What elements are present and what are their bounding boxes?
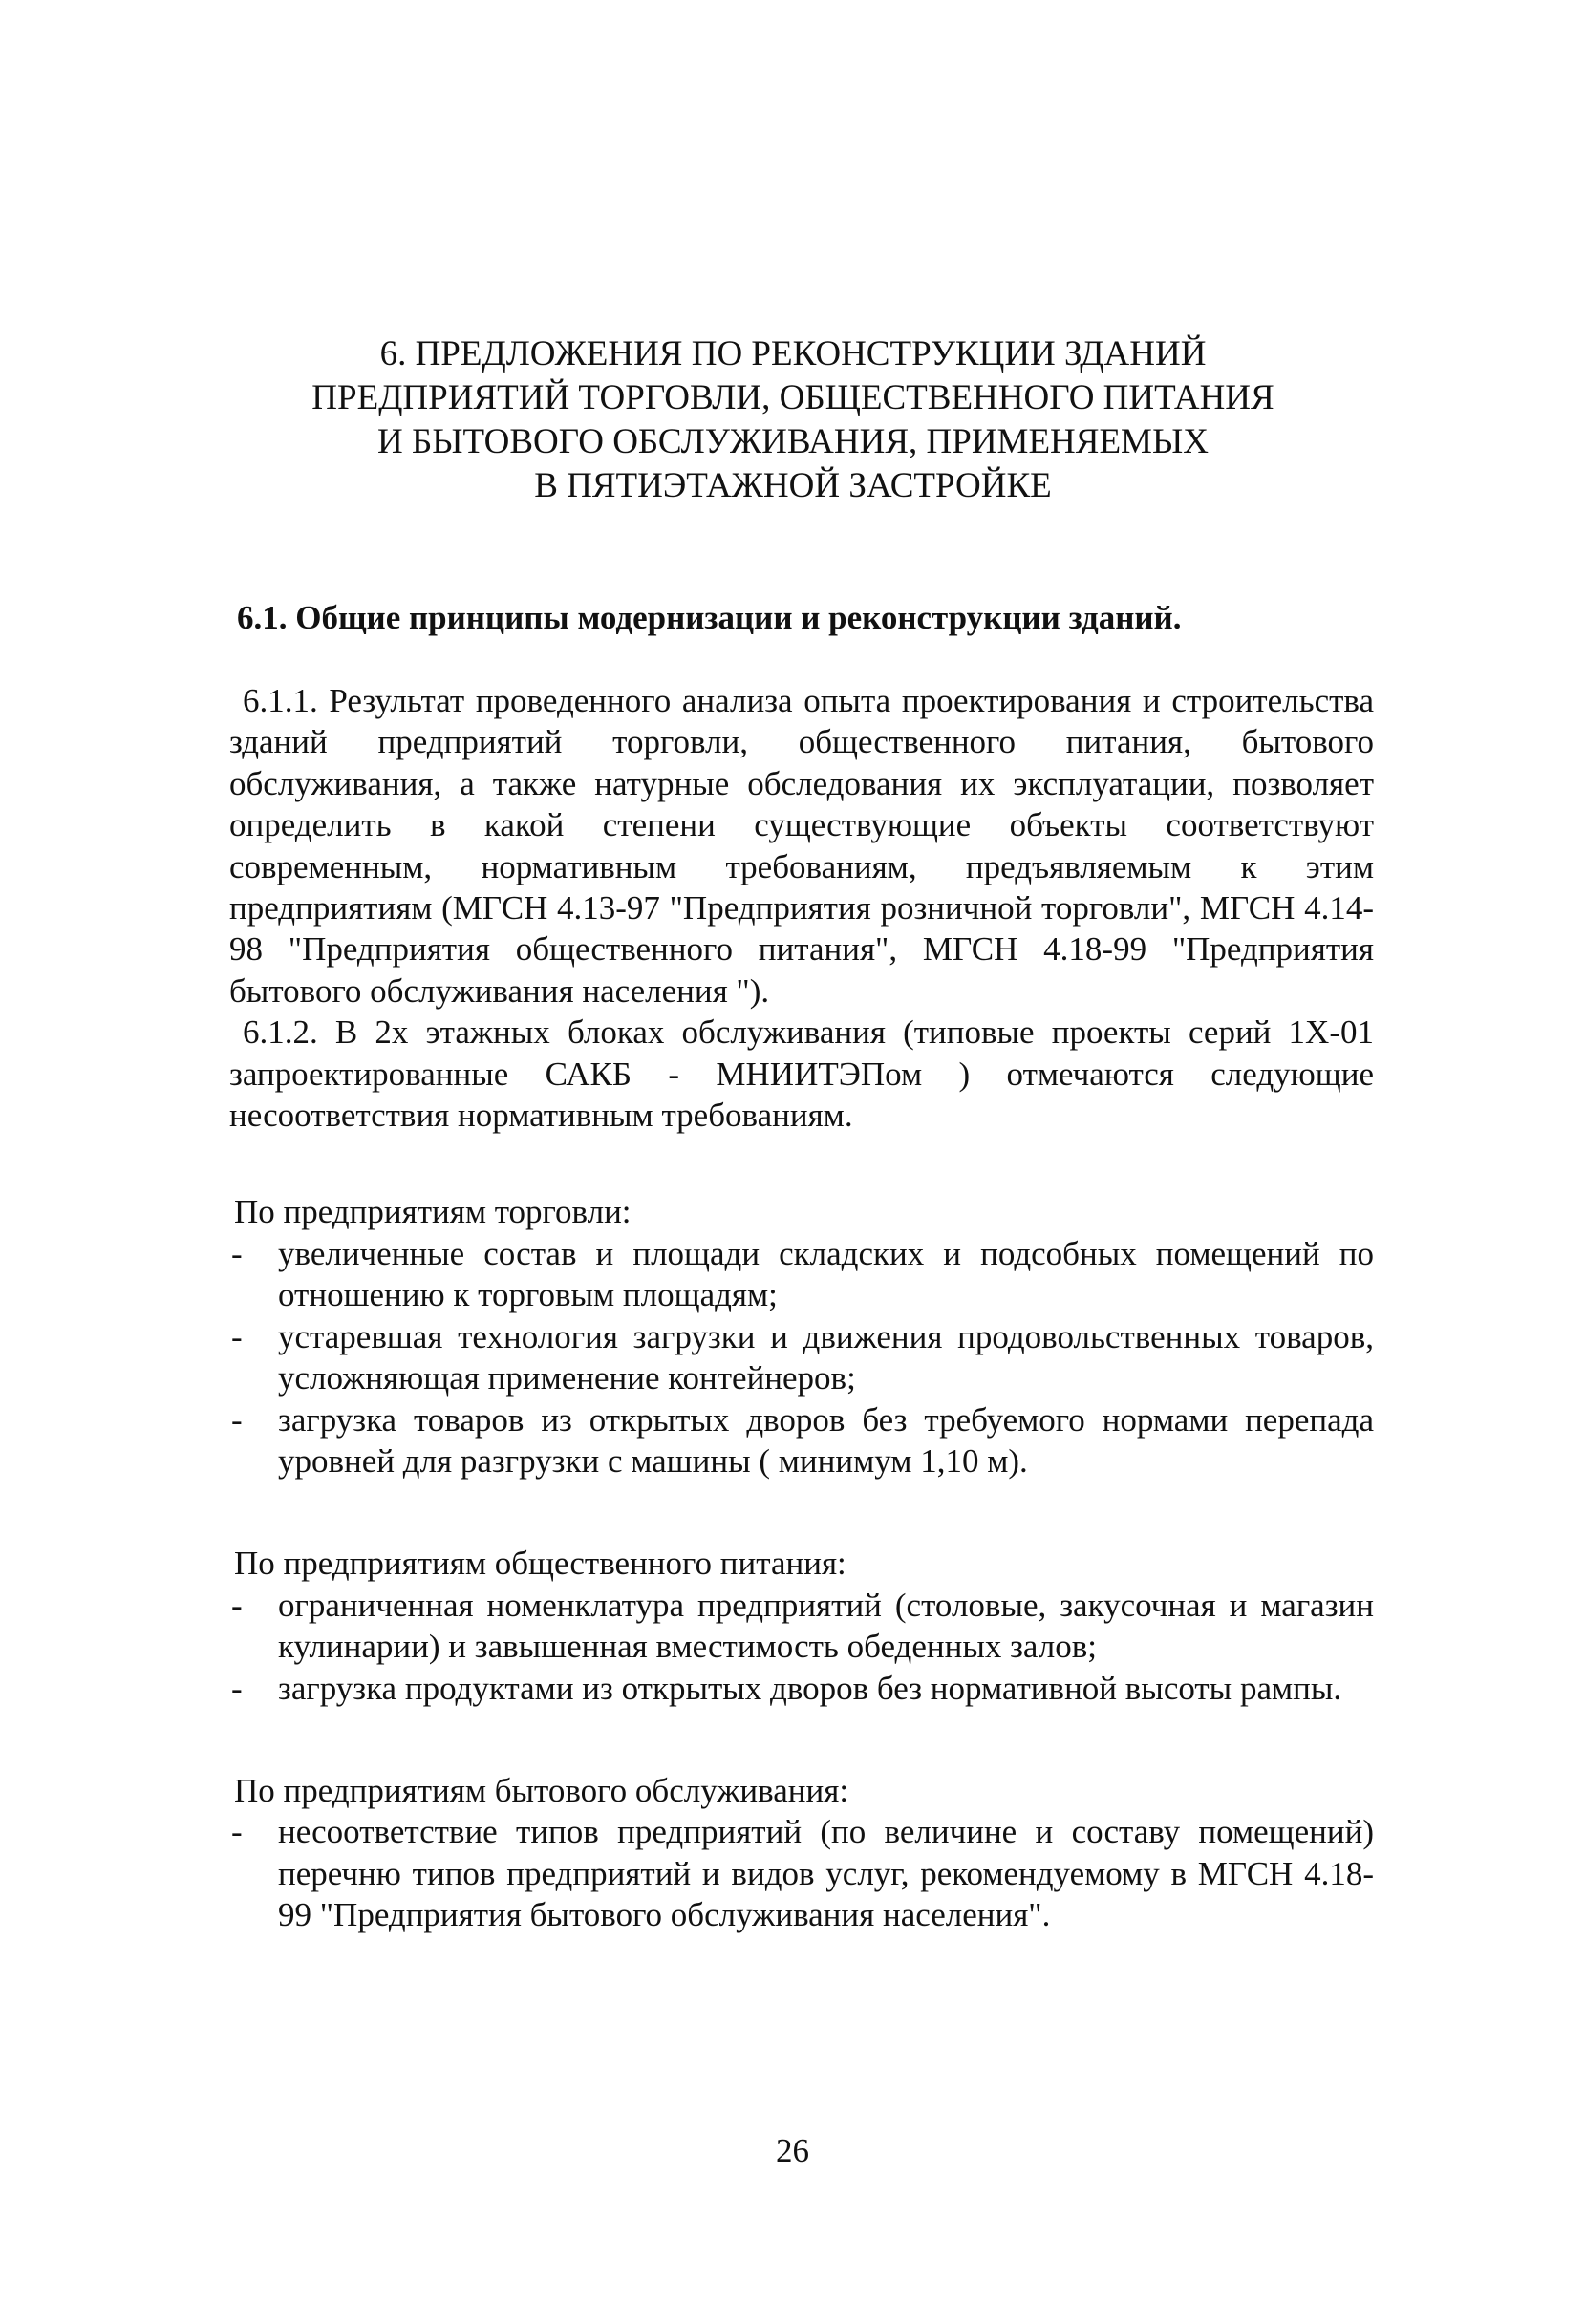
- section-heading: 6.1. Общие принципы модернизации и реконструкции зданий.: [237, 599, 1182, 636]
- chapter-title-line: В ПЯТИЭТАЖНОЙ ЗАСТРОЙКЕ: [534, 466, 1052, 505]
- list-consumer-services: [229, 1811, 1374, 1935]
- list-trade: [229, 1233, 1374, 1482]
- list-item: [229, 1233, 1374, 1316]
- dash-marker: -: [231, 1400, 243, 1439]
- chapter-title-line: ПРЕДПРИЯТИЙ ТОРГОВЛИ, ОБЩЕСТВЕННОГО ПИТАНИЯ: [311, 378, 1274, 417]
- page-number: 26: [776, 2132, 809, 2169]
- paragraph-6-1-2: [229, 1012, 1374, 1136]
- dash-marker: -: [231, 1586, 243, 1624]
- list-item-text: увеличенные состав и площади складских и подсобных помещений по отношению к торговым площадям;: [278, 1234, 1374, 1314]
- list-item: [229, 1668, 1374, 1709]
- chapter-title: [268, 332, 1318, 508]
- list-item-text: ограниченная номенклатура предприятий (столовые, закусочная и магазин кулинарии) и завышенная вместимость обеденных залов;: [278, 1586, 1374, 1666]
- list-item-text: устаревшая технология загрузки и движения продовольственных товаров, усложняющая применение контейнеров;: [278, 1317, 1374, 1397]
- paragraph-text: 6.1.2. В 2х этажных блоках обслуживания (типовые проекты серий 1Х-01 запроектированные САКБ - МНИИТЭПом ) отмечаются следующие несоответствия нормативным требованиям.: [229, 1013, 1374, 1135]
- list-item-text: загрузка продуктами из открытых дворов без нормативной высоты рампы.: [278, 1669, 1342, 1707]
- document-body: [229, 680, 1374, 1936]
- group-title-trade: По предприятиям торговли:: [234, 1193, 632, 1231]
- dash-marker: -: [231, 1317, 243, 1355]
- dash-marker: -: [231, 1669, 243, 1707]
- chapter-title-line: 6. ПРЕДЛОЖЕНИЯ ПО РЕКОНСТРУКЦИИ ЗДАНИЙ: [379, 334, 1207, 373]
- chapter-title-line: И БЫТОВОГО ОБСЛУЖИВАНИЯ, ПРИМЕНЯЕМЫХ: [377, 422, 1209, 461]
- list-item: [229, 1811, 1374, 1935]
- dash-marker: -: [231, 1234, 243, 1272]
- list-item-text: несоответствие типов предприятий (по величине и составу помещений) перечню типов предприятий и видов услуг, рекомендуемому в МГСН 4.18-99 "Предприятия бытового обслуживания населения".: [278, 1813, 1374, 1934]
- group-title-consumer-services: По предприятиям бытового обслуживания:: [234, 1771, 849, 1809]
- list-item-text: загрузка товаров из открытых дворов без требуемого нормами перепада уровней для разгрузки с машины ( минимум 1,10 м).: [278, 1400, 1374, 1480]
- paragraph-text: 6.1.1. Результат проведенного анализа опыта проектирования и строительства зданий предприятий торговли, общественного питания, бытового обслуживания, а также натурные обследования их эксплуатации, позволяет определить в какой степени существующие объекты соответствуют современным, нормативным требованиям, предъявляемым к этим предприятиям (МГСН 4.13-97 "Предприятия розничной торговли", МГСН 4.14-98 "Предприятия общественного питания", МГСН 4.18-99 "Предприятия бытового обслуживания населения ").: [229, 682, 1374, 1010]
- list-catering: [229, 1585, 1374, 1709]
- list-item: [229, 1585, 1374, 1668]
- list-item: [229, 1316, 1374, 1399]
- dash-marker: -: [231, 1813, 243, 1851]
- list-item: [229, 1399, 1374, 1482]
- paragraph-6-1-1: [229, 680, 1374, 1012]
- group-title-catering: По предприятиям общественного питания:: [234, 1545, 846, 1583]
